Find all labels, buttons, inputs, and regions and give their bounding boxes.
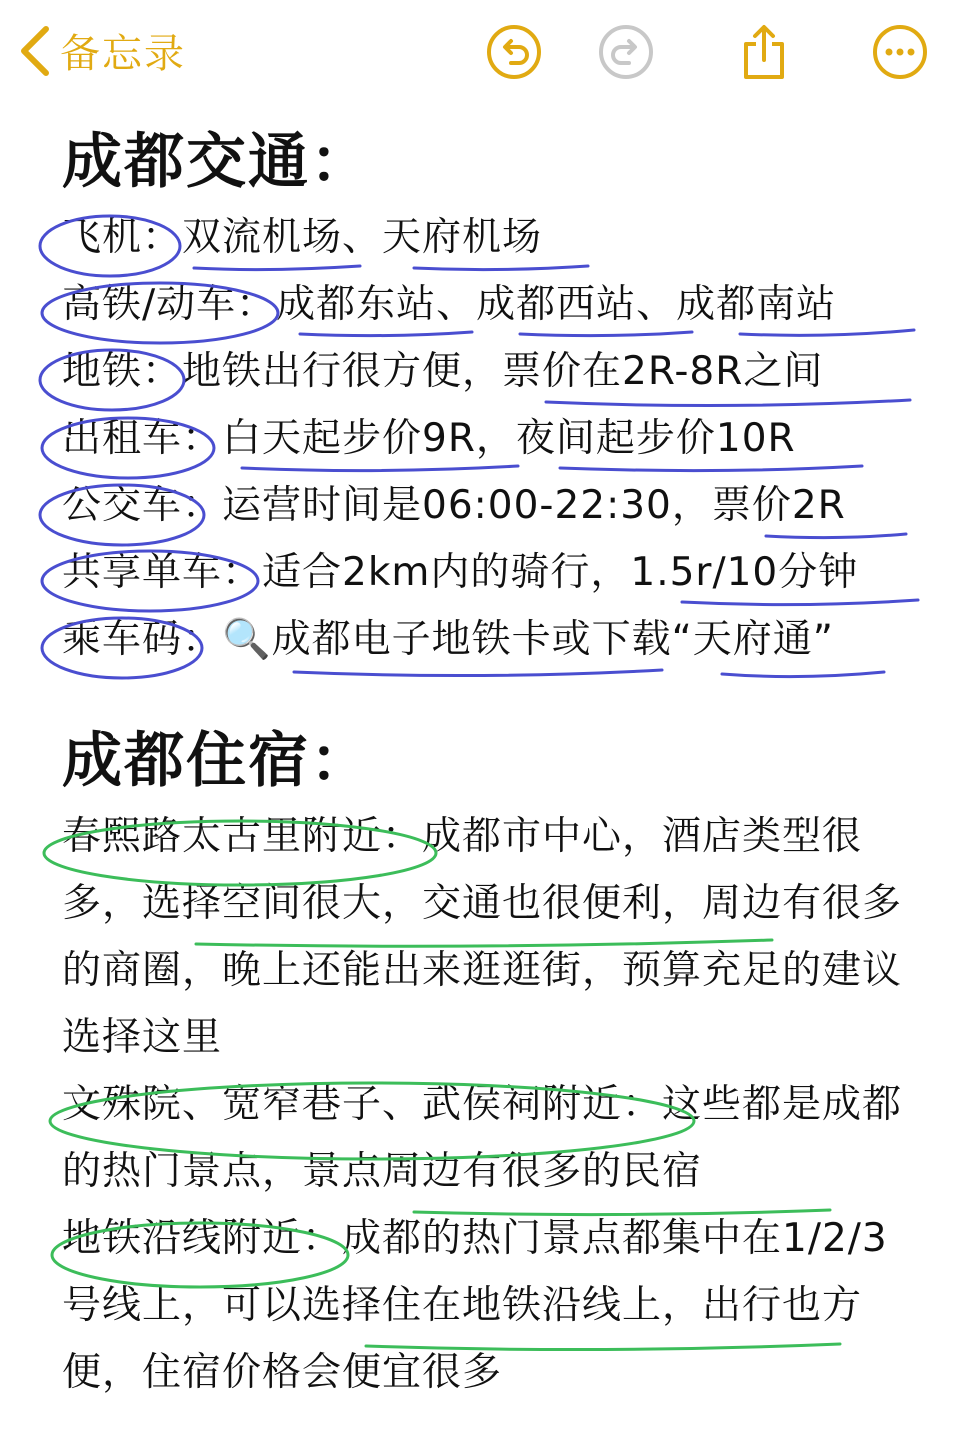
lodging-paragraph-wenshu	[62, 1071, 922, 1205]
transport-line-metro	[62, 338, 942, 405]
more-button[interactable]	[870, 22, 930, 82]
transport-label: 公交车：	[62, 483, 223, 528]
transport-text: 成都东站、成都西站、成都南站	[276, 282, 837, 327]
notes-toolbar	[0, 0, 975, 100]
transport-line-bus	[62, 472, 942, 539]
redo-icon	[596, 22, 656, 82]
transport-line-bike	[62, 539, 942, 606]
lodging-label: 地铁沿线附近：	[62, 1216, 343, 1261]
transport-label: 乘车码：	[62, 617, 223, 662]
lodging-label: 春熙路太古里附近：	[62, 814, 423, 859]
transport-label: 出租车：	[62, 416, 223, 461]
lodging-text: 成都市中心，酒店类型很多，选择空间很大，交通也很便利，周边有很多的商圈，晚上还能出来逛逛街，预算充足的建议选择这里	[62, 814, 903, 1060]
lodging-title: 成都住宿：	[62, 726, 372, 796]
undo-button[interactable]	[484, 22, 544, 82]
section-spacer	[62, 673, 942, 719]
transport-text: 适合2km内的骑行，1.5r/10分钟	[262, 550, 859, 595]
transport-text: 运营时间是06:00-22:30，票价2R	[222, 483, 846, 528]
back-label: 备忘录	[60, 31, 186, 77]
transport-label: 飞机：	[62, 215, 183, 260]
chevron-left-icon	[18, 25, 52, 77]
transport-label: 高铁/动车：	[62, 282, 277, 327]
transport-line-pass	[62, 606, 942, 673]
lodging-label: 文殊院、宽窄巷子、武侯祠附近：	[62, 1082, 663, 1127]
transport-title: 成都交通：	[62, 127, 372, 197]
transport-line-train	[62, 271, 942, 338]
transport-line-plane	[62, 204, 942, 271]
more-icon	[870, 22, 930, 82]
transport-text: 🔍成都电子地铁卡或下载“天府通”	[222, 617, 834, 662]
transport-text: 白天起步价9R，夜间起步价10R	[222, 416, 796, 461]
redo-button[interactable]	[596, 22, 656, 82]
note-body[interactable]	[62, 120, 942, 1406]
lodging-text: 成都的热门景点都集中在1/2/3号线上，可以选择住在地铁沿线上，出行也方便，住宿价格会便宜很多	[62, 1216, 888, 1395]
undo-icon	[484, 22, 544, 82]
back-button[interactable]	[18, 22, 186, 79]
transport-text: 双流机场、天府机场	[182, 215, 543, 260]
transport-line-taxi	[62, 405, 942, 472]
transport-label: 地铁：	[62, 349, 183, 394]
lodging-text: 这些都是成都的热门景点，景点周边有很多的民宿	[62, 1082, 903, 1194]
transport-label: 共享单车：	[62, 550, 263, 595]
share-button[interactable]	[734, 22, 794, 82]
lodging-paragraph-chunxi	[62, 803, 922, 1071]
lodging-paragraph-metro	[62, 1205, 922, 1406]
transport-text: 地铁出行很方便，票价在2R-8R之间	[182, 349, 824, 394]
share-icon	[734, 22, 794, 82]
